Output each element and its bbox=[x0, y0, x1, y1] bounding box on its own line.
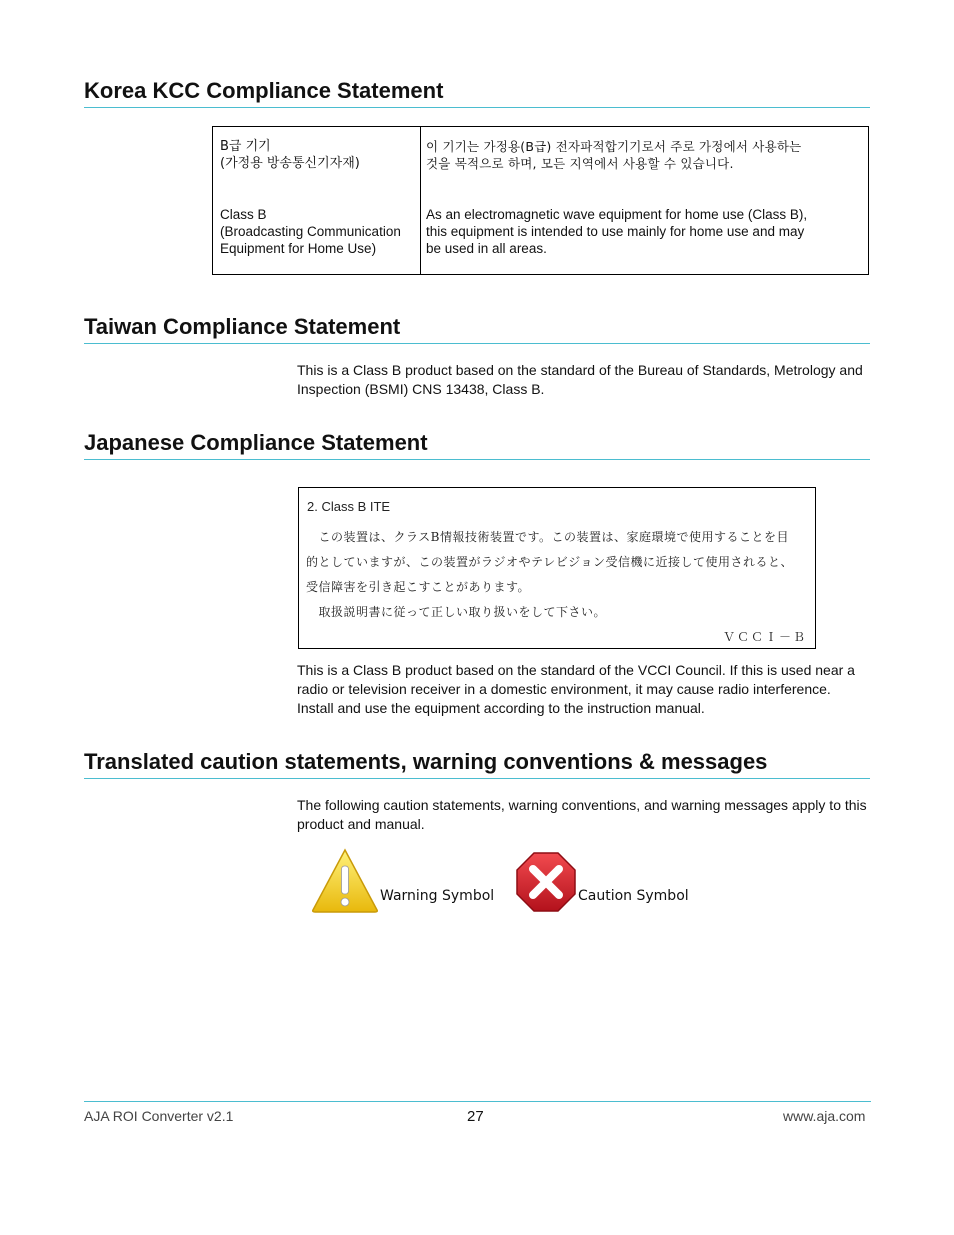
vcci-mark: ＶＣＣＩ－Ｂ bbox=[723, 630, 808, 644]
table-divider bbox=[420, 127, 421, 274]
footer-doc-title: AJA ROI Converter v2.1 bbox=[84, 1108, 234, 1124]
vcci-box-line-4: 取扱説明書に従って正しい取り扱いをして下さい。 bbox=[306, 605, 607, 619]
japan-text: This is a Class B product based on the standard of the VCCI Council. If this is used near a radio or television receiver in a domestic environment, it may cause radio interference. Install and use the equipment according to the instruction manual. bbox=[297, 662, 855, 716]
warning-symbol-label: Warning Symbol bbox=[380, 888, 495, 904]
vcci-box-line-1: この装置は、クラスB情報技術装置です。この装置は、家庭環境で使用することを目 bbox=[306, 530, 790, 544]
translated-text: The following caution statements, warning conventions, and warning messages apply to this product and manual. bbox=[297, 797, 867, 832]
korea-left-english: Class B (Broadcasting Communication Equipment for Home Use) bbox=[220, 207, 401, 256]
japan-heading: Japanese Compliance Statement bbox=[84, 431, 870, 460]
korea-right-korean: 이 기기는 가정용(B급) 전자파적합기기로서 주로 가정에서 사용하는 것을 목적으로 하며, 모든 지역에서 사용할 수 있습니다. bbox=[426, 139, 802, 171]
footer-page-number: 27 bbox=[467, 1108, 484, 1125]
vcci-statement-box bbox=[298, 487, 816, 649]
vcci-box-title: 2. Class B ITE bbox=[307, 499, 391, 514]
korea-left-korean: B급 기기 (가정용 방송통신기자재) bbox=[220, 139, 360, 171]
footer-rule bbox=[84, 1101, 871, 1102]
vcci-box-line-2: 的としていますが、この装置がラジオやテレビジョン受信機に近接して使用されると、 bbox=[306, 555, 794, 569]
taiwan-text: This is a Class B product based on the standard of the Bureau of Standards, Metrology and Inspection (BSMI) CNS 13438, Class B. bbox=[297, 362, 863, 397]
korea-right-english: As an electromagnetic wave equipment for home use (Class B), this equipment is intended to use mainly for home use and may be used in all areas. bbox=[426, 207, 808, 256]
korea-compliance-table bbox=[212, 126, 869, 275]
caution-stop-icon bbox=[516, 852, 576, 912]
caution-symbol-label: Caution Symbol bbox=[578, 888, 689, 904]
translated-heading: Translated caution statements, warning conventions & messages bbox=[84, 750, 870, 779]
warning-triangle-icon bbox=[311, 848, 379, 914]
korea-heading: Korea KCC Compliance Statement bbox=[84, 79, 870, 108]
taiwan-heading: Taiwan Compliance Statement bbox=[84, 315, 870, 344]
footer-website[interactable]: www.aja.com bbox=[783, 1108, 866, 1124]
vcci-box-line-3: 受信障害を引き起こすことがあります。 bbox=[306, 580, 531, 594]
